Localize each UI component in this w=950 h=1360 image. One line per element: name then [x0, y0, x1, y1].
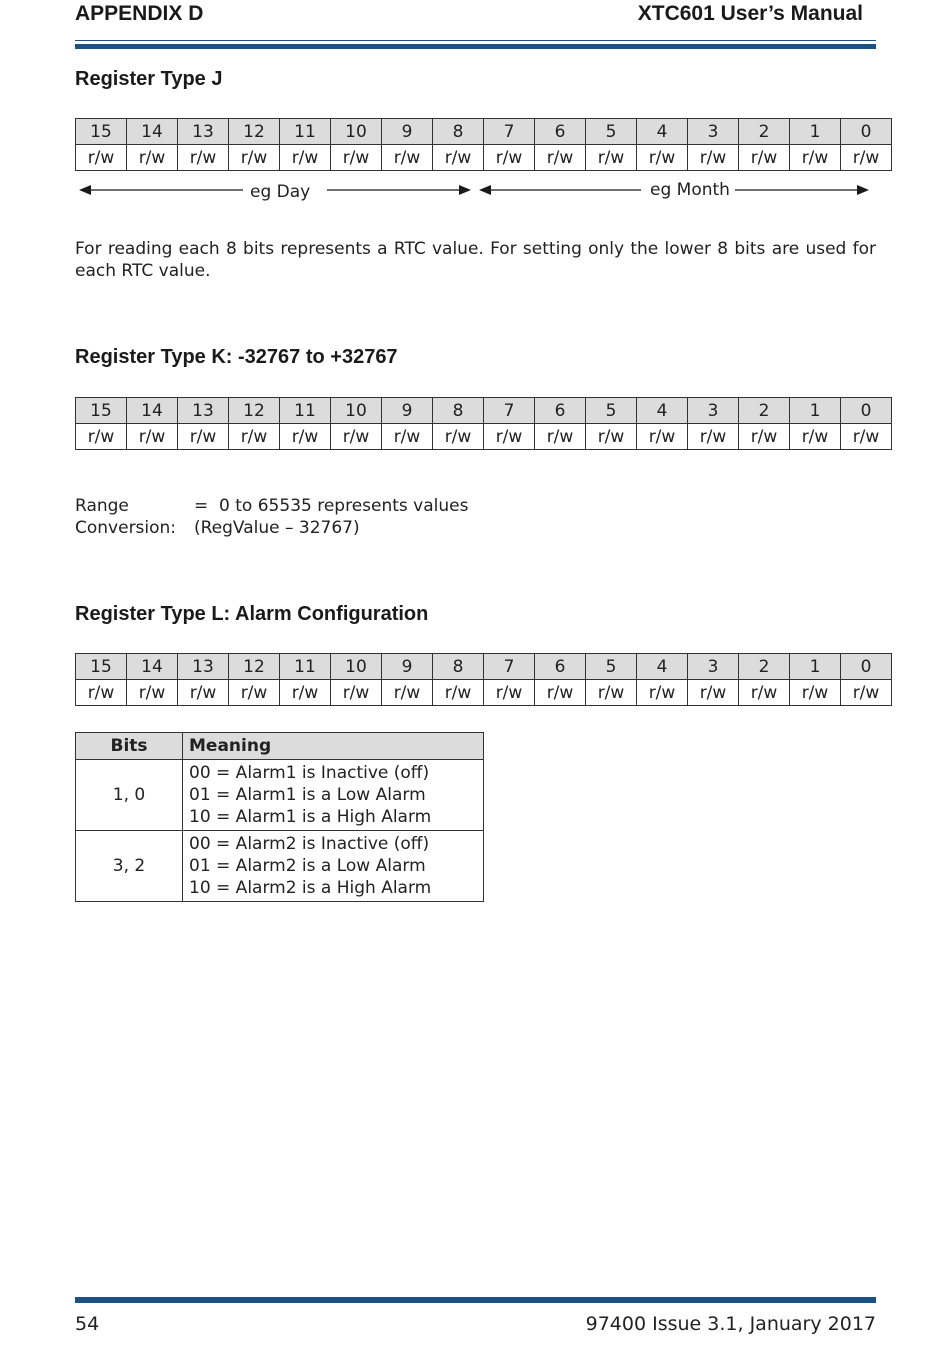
access-cell: r/w: [127, 424, 178, 450]
bit-cell: 7: [484, 119, 535, 145]
access-cell: r/w: [586, 145, 637, 171]
access-cell: r/w: [586, 424, 637, 450]
arrow-mid-left-head: [479, 185, 491, 195]
section-title-j: Register Type J: [75, 68, 223, 90]
bit-cell: 8: [433, 119, 484, 145]
access-cell: r/w: [280, 145, 331, 171]
access-cell: r/w: [178, 424, 229, 450]
bit-cell: 14: [127, 398, 178, 424]
column-header-meaning: Meaning: [183, 733, 484, 760]
bit-cell: 5: [586, 119, 637, 145]
bit-cell: 13: [178, 654, 229, 680]
access-cell: r/w: [127, 145, 178, 171]
alarm-config-table: [75, 732, 484, 902]
bit-number-row: [76, 398, 892, 424]
access-cell: r/w: [637, 424, 688, 450]
meaning-line: 10 = Alarm2 is a High Alarm: [189, 878, 432, 898]
bit-cell: 15: [76, 119, 127, 145]
access-cell: r/w: [586, 680, 637, 706]
section-j-paragraph: For reading each 8 bits represents a RTC value. For setting only the lower 8 bits are used for each RTC value.: [75, 239, 876, 281]
meaning-cell: [183, 831, 484, 902]
bit-cell: 8: [433, 398, 484, 424]
access-cell: r/w: [790, 145, 841, 171]
access-cell: r/w: [688, 680, 739, 706]
access-cell: r/w: [331, 145, 382, 171]
column-header-bits: Bits: [76, 733, 183, 760]
header-rule-thin: [75, 40, 876, 41]
page-number: 54: [75, 1313, 100, 1335]
bits-cell: 3, 2: [76, 831, 183, 902]
bit-cell: 1: [790, 119, 841, 145]
conversion-value: (RegValue – 32767): [194, 518, 360, 538]
bit-cell: 14: [127, 119, 178, 145]
arrow-mid-right-head: [459, 185, 471, 195]
byte-span-arrows: [75, 176, 876, 206]
header-left: APPENDIX D: [75, 2, 204, 25]
register-k-table: [75, 397, 892, 450]
access-cell: r/w: [433, 680, 484, 706]
bit-cell: 9: [382, 119, 433, 145]
section-title-k: Register Type K: -32767 to +32767: [75, 346, 398, 368]
access-row: [76, 680, 892, 706]
meaning-line: 01 = Alarm2 is a Low Alarm: [189, 856, 426, 876]
bit-cell: 2: [739, 119, 790, 145]
alarm-table-header-row: [76, 733, 484, 760]
conversion-label: Conversion:: [75, 518, 177, 538]
access-cell: r/w: [229, 680, 280, 706]
access-cell: r/w: [535, 424, 586, 450]
access-cell: r/w: [484, 145, 535, 171]
access-cell: r/w: [76, 424, 127, 450]
bit-cell: 2: [739, 398, 790, 424]
register-j-table: [75, 118, 892, 171]
access-cell: r/w: [841, 145, 892, 171]
arrow-right-head: [857, 185, 869, 195]
section-title-l: Register Type L: Alarm Configuration: [75, 603, 429, 625]
bit-cell: 11: [280, 398, 331, 424]
bit-cell: 0: [841, 398, 892, 424]
bit-cell: 13: [178, 119, 229, 145]
table-row: [76, 760, 484, 831]
access-cell: r/w: [739, 145, 790, 171]
bit-cell: 1: [790, 654, 841, 680]
bit-number-row: [76, 654, 892, 680]
access-cell: r/w: [841, 680, 892, 706]
access-cell: r/w: [280, 680, 331, 706]
arrow-left-head: [79, 185, 91, 195]
bit-cell: 1: [790, 398, 841, 424]
access-cell: r/w: [535, 680, 586, 706]
access-cell: r/w: [535, 145, 586, 171]
bit-cell: 9: [382, 654, 433, 680]
access-cell: r/w: [739, 424, 790, 450]
issue-info: 97400 Issue 3.1, January 2017: [585, 1313, 876, 1335]
meaning-line: 01 = Alarm1 is a Low Alarm: [189, 785, 426, 805]
bit-cell: 10: [331, 119, 382, 145]
bit-cell: 3: [688, 119, 739, 145]
bit-cell: 6: [535, 654, 586, 680]
bit-cell: 12: [229, 119, 280, 145]
bit-cell: 6: [535, 119, 586, 145]
bit-cell: 4: [637, 654, 688, 680]
bit-cell: 14: [127, 654, 178, 680]
meaning-cell: [183, 760, 484, 831]
bit-cell: 15: [76, 654, 127, 680]
bit-cell: 6: [535, 398, 586, 424]
access-cell: r/w: [484, 424, 535, 450]
bit-cell: 3: [688, 398, 739, 424]
access-cell: r/w: [637, 680, 688, 706]
bit-cell: 7: [484, 398, 535, 424]
bit-cell: 13: [178, 398, 229, 424]
table-row: [76, 831, 484, 902]
bit-cell: 12: [229, 654, 280, 680]
access-cell: r/w: [484, 680, 535, 706]
access-cell: r/w: [433, 424, 484, 450]
bit-cell: 5: [586, 398, 637, 424]
header-rule: [75, 44, 876, 49]
access-cell: r/w: [76, 680, 127, 706]
register-l-table: [75, 653, 892, 706]
range-label: Range: [75, 496, 129, 516]
bit-cell: 8: [433, 654, 484, 680]
access-cell: r/w: [382, 145, 433, 171]
bit-cell: 11: [280, 654, 331, 680]
access-cell: r/w: [688, 145, 739, 171]
access-cell: r/w: [331, 424, 382, 450]
access-cell: r/w: [739, 680, 790, 706]
access-cell: r/w: [790, 680, 841, 706]
header-right: XTC601 User’s Manual: [637, 2, 863, 25]
bit-cell: 12: [229, 398, 280, 424]
footer-rule: [75, 1297, 876, 1303]
access-cell: r/w: [76, 145, 127, 171]
bit-number-row: [76, 119, 892, 145]
bit-cell: 11: [280, 119, 331, 145]
bit-cell: 2: [739, 654, 790, 680]
access-cell: r/w: [382, 680, 433, 706]
access-cell: r/w: [127, 680, 178, 706]
access-cell: r/w: [382, 424, 433, 450]
meaning-line: 00 = Alarm1 is Inactive (off): [189, 763, 430, 783]
bit-cell: 7: [484, 654, 535, 680]
bit-cell: 15: [76, 398, 127, 424]
access-cell: r/w: [637, 145, 688, 171]
arrow-label-month: eg Month: [650, 180, 730, 200]
bit-cell: 4: [637, 119, 688, 145]
access-cell: r/w: [433, 145, 484, 171]
access-cell: r/w: [790, 424, 841, 450]
access-cell: r/w: [331, 680, 382, 706]
meaning-line: 10 = Alarm1 is a High Alarm: [189, 807, 432, 827]
access-cell: r/w: [841, 424, 892, 450]
range-value: = 0 to 65535 represents values: [194, 496, 469, 516]
access-cell: r/w: [280, 424, 331, 450]
access-cell: r/w: [229, 145, 280, 171]
access-row: [76, 424, 892, 450]
bit-cell: 5: [586, 654, 637, 680]
bits-cell: 1, 0: [76, 760, 183, 831]
access-row: [76, 145, 892, 171]
access-cell: r/w: [178, 145, 229, 171]
arrow-label-day: eg Day: [250, 182, 311, 202]
bit-cell: 10: [331, 654, 382, 680]
bit-cell: 0: [841, 654, 892, 680]
bit-cell: 4: [637, 398, 688, 424]
meaning-line: 00 = Alarm2 is Inactive (off): [189, 834, 430, 854]
bit-cell: 9: [382, 398, 433, 424]
bit-cell: 10: [331, 398, 382, 424]
access-cell: r/w: [688, 424, 739, 450]
bit-cell: 0: [841, 119, 892, 145]
access-cell: r/w: [229, 424, 280, 450]
access-cell: r/w: [178, 680, 229, 706]
bit-cell: 3: [688, 654, 739, 680]
